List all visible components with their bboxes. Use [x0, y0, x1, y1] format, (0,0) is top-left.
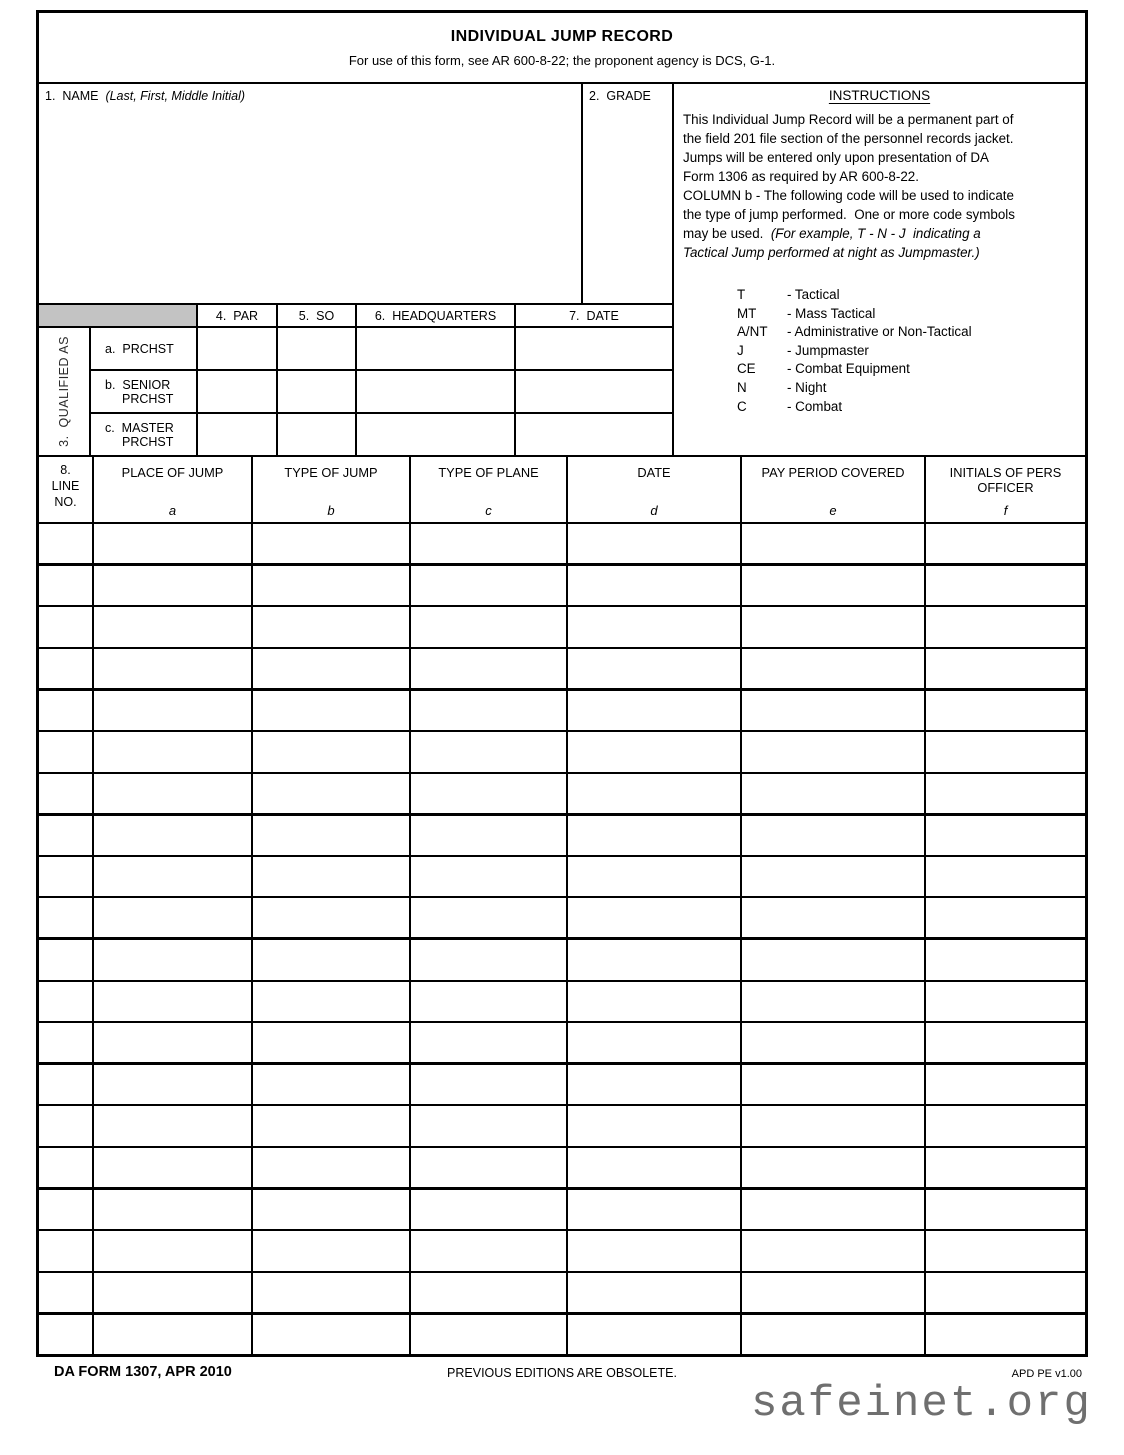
prchst-par-cell[interactable]: [197, 327, 277, 370]
qualified-corner-cell: [39, 304, 197, 327]
code: MT: [737, 305, 757, 321]
row-19-place-of-jump-cell[interactable]: [93, 1272, 252, 1314]
row-16-type-of-plane-cell[interactable]: [410, 1147, 567, 1189]
row-2-initials-of-pers-officer-cell[interactable]: [925, 565, 1085, 607]
name-label: [39, 84, 581, 103]
row-20-pay-period-covered-cell[interactable]: [741, 1313, 925, 1355]
col-letter: a: [168, 503, 177, 518]
table-row: [39, 981, 1085, 1023]
row-11-initials-of-pers-officer-cell[interactable]: [925, 939, 1085, 981]
row-13-type-of-plane-cell[interactable]: [410, 1022, 567, 1064]
instructions-line: Tactical Jump performed at night as Jumpmaster.): [683, 245, 980, 260]
row-label-line1: a. PRCHST: [105, 341, 174, 356]
name-label-text: 1. NAME: [45, 89, 106, 103]
row-2-date-cell[interactable]: [567, 565, 741, 607]
row-20-place-of-jump-cell[interactable]: [93, 1313, 252, 1355]
col-header-headquarters: 6. HEADQUARTERS: [356, 304, 515, 327]
table-row: [39, 648, 1085, 690]
col-title: PLACE OF JUMP: [121, 465, 224, 480]
col-title: INITIALS OF PERS OFFICER: [949, 465, 1062, 495]
prchst-so-cell[interactable]: [277, 327, 356, 370]
row-18-type-of-jump-cell[interactable]: [252, 1230, 410, 1272]
code-meaning: - Combat: [787, 398, 843, 414]
table-row: [39, 1230, 1085, 1272]
row-3-line-no-cell[interactable]: [39, 606, 93, 648]
row-7-pay-period-covered-cell[interactable]: [741, 773, 925, 815]
row-8-type-of-jump-cell[interactable]: [252, 814, 410, 856]
grade-field: [583, 84, 672, 303]
row-7-type-of-jump-cell[interactable]: [252, 773, 410, 815]
row-11-line-no-cell[interactable]: [39, 939, 93, 981]
table-row: [39, 1147, 1085, 1189]
row-16-line-no-cell[interactable]: [39, 1147, 93, 1189]
row-7-place-of-jump-cell[interactable]: [93, 773, 252, 815]
table-row: [39, 939, 1085, 981]
table-row: [39, 1064, 1085, 1106]
row-1-date-cell[interactable]: [567, 523, 741, 565]
da-form-1307: [36, 10, 1088, 1357]
row-18-date-cell[interactable]: [567, 1230, 741, 1272]
code: N: [737, 379, 747, 395]
row-19-pay-period-covered-cell[interactable]: [741, 1272, 925, 1314]
row-20-type-of-plane-cell[interactable]: [410, 1313, 567, 1355]
row-3-pay-period-covered-cell[interactable]: [741, 606, 925, 648]
row-5-initials-of-pers-officer-cell[interactable]: [925, 689, 1085, 731]
table-row: [39, 856, 1085, 898]
row-6-line-no-cell[interactable]: [39, 731, 93, 773]
row-4-initials-of-pers-officer-cell[interactable]: [925, 648, 1085, 690]
row-20-initials-of-pers-officer-cell[interactable]: [925, 1313, 1085, 1355]
row-13-initials-of-pers-officer-cell[interactable]: [925, 1022, 1085, 1064]
code-meaning: - Night: [787, 379, 827, 395]
row-8-pay-period-covered-cell[interactable]: [741, 814, 925, 856]
row-12-place-of-jump-cell[interactable]: [93, 981, 252, 1023]
master-prchst-par-cell[interactable]: [197, 413, 277, 456]
form-title-block: [39, 13, 1085, 84]
code: A/NT: [737, 324, 768, 340]
table-row: [39, 523, 1085, 565]
row-5-type-of-plane-cell[interactable]: [410, 689, 567, 731]
row-14-type-of-jump-cell[interactable]: [252, 1064, 410, 1106]
form-title: INDIVIDUAL JUMP RECORD: [450, 28, 674, 45]
table-row: [39, 773, 1085, 815]
row-8-type-of-plane-cell[interactable]: [410, 814, 567, 856]
jump-record-table: [39, 455, 1085, 1355]
jump-code-combat: [737, 398, 1085, 417]
row-2-place-of-jump-cell[interactable]: [93, 565, 252, 607]
row-label-line2: PRCHST: [122, 435, 174, 449]
row-label-master-prchst: [90, 413, 197, 456]
col-letter: c: [485, 503, 492, 518]
master-prchst-so-cell[interactable]: [277, 413, 356, 456]
row-5-pay-period-covered-cell[interactable]: [741, 689, 925, 731]
row-13-type-of-jump-cell[interactable]: [252, 1022, 410, 1064]
col-title: DATE: [637, 465, 671, 480]
row-9-line-no-cell[interactable]: [39, 856, 93, 898]
row-2-pay-period-covered-cell[interactable]: [741, 565, 925, 607]
row-18-place-of-jump-cell[interactable]: [93, 1230, 252, 1272]
col-header-place-of-jump: [93, 456, 252, 523]
master-prchst-date-cell[interactable]: [515, 413, 672, 456]
qualified-as-table: [39, 303, 672, 457]
row-2-type-of-plane-cell[interactable]: [410, 565, 567, 607]
row-4-line-no-cell[interactable]: [39, 648, 93, 690]
row-3-date-cell[interactable]: [567, 606, 741, 648]
row-5-type-of-jump-cell[interactable]: [252, 689, 410, 731]
row-15-initials-of-pers-officer-cell[interactable]: [925, 1105, 1085, 1147]
col-header-par: 4. PAR: [197, 304, 277, 327]
row-15-place-of-jump-cell[interactable]: [93, 1105, 252, 1147]
row-14-type-of-plane-cell[interactable]: [410, 1064, 567, 1106]
qualified-as-vertical-label: 3. QUALIFIED AS: [57, 336, 71, 447]
senior-prchst-par-cell[interactable]: [197, 370, 277, 413]
row-1-line-no-cell[interactable]: [39, 523, 93, 565]
name-field: [39, 84, 583, 303]
row-1-type-of-jump-cell[interactable]: [252, 523, 410, 565]
row-11-pay-period-covered-cell[interactable]: [741, 939, 925, 981]
row-7-date-cell[interactable]: [567, 773, 741, 815]
instructions-line: the field 201 file section of the personnel records jacket.: [683, 131, 1014, 146]
prchst-headquarters-cell[interactable]: [356, 327, 515, 370]
row-5-place-of-jump-cell[interactable]: [93, 689, 252, 731]
jump-code-tactical: [737, 286, 1085, 305]
row-8-date-cell[interactable]: [567, 814, 741, 856]
row-15-line-no-cell[interactable]: [39, 1105, 93, 1147]
row-11-date-cell[interactable]: [567, 939, 741, 981]
row-6-place-of-jump-cell[interactable]: [93, 731, 252, 773]
row-6-initials-of-pers-officer-cell[interactable]: [925, 731, 1085, 773]
row-3-initials-of-pers-officer-cell[interactable]: [925, 606, 1085, 648]
col-header-date: 7. DATE: [515, 304, 672, 327]
instructions-line: the type of jump performed. One or more code symbols: [683, 207, 1015, 222]
grade-label: 2. GRADE: [589, 89, 651, 103]
row-19-type-of-jump-cell[interactable]: [252, 1272, 410, 1314]
table-row: [39, 606, 1085, 648]
row-17-initials-of-pers-officer-cell[interactable]: [925, 1189, 1085, 1231]
row-label-line2: PRCHST: [122, 391, 174, 406]
col-letter: d: [650, 503, 658, 518]
row-18-pay-period-covered-cell[interactable]: [741, 1230, 925, 1272]
senior-prchst-date-cell[interactable]: [515, 370, 672, 413]
row-13-pay-period-covered-cell[interactable]: [741, 1022, 925, 1064]
row-label-prchst: [90, 327, 197, 370]
row-14-pay-period-covered-cell[interactable]: [741, 1064, 925, 1106]
row-17-line-no-cell[interactable]: [39, 1189, 93, 1231]
col-header-date: [567, 456, 741, 523]
jump-code-mass-tactical: [737, 305, 1085, 324]
apd-version: APD PE v1.00: [1011, 1368, 1082, 1380]
row-10-initials-of-pers-officer-cell[interactable]: [925, 897, 1085, 939]
row-16-initials-of-pers-officer-cell[interactable]: [925, 1147, 1085, 1189]
table-row: [39, 1022, 1085, 1064]
row-17-type-of-plane-cell[interactable]: [410, 1189, 567, 1231]
row-label-senior-prchst: [90, 370, 197, 413]
row-15-date-cell[interactable]: [567, 1105, 741, 1147]
row-12-type-of-plane-cell[interactable]: [410, 981, 567, 1023]
row-12-pay-period-covered-cell[interactable]: [741, 981, 925, 1023]
row-1-type-of-plane-cell[interactable]: [410, 523, 567, 565]
row-6-type-of-jump-cell[interactable]: [252, 731, 410, 773]
table-row: [39, 1105, 1085, 1147]
col-title: TYPE OF JUMP: [284, 465, 378, 480]
table-row: [39, 731, 1085, 773]
row-17-place-of-jump-cell[interactable]: [93, 1189, 252, 1231]
code: CE: [737, 361, 756, 377]
row-14-date-cell[interactable]: [567, 1064, 741, 1106]
row-14-initials-of-pers-officer-cell[interactable]: [925, 1064, 1085, 1106]
col-header-type-of-jump: [252, 456, 410, 523]
row-7-line-no-cell[interactable]: [39, 773, 93, 815]
master-prchst-headquarters-cell[interactable]: [356, 413, 515, 456]
row-12-date-cell[interactable]: [567, 981, 741, 1023]
row-18-initials-of-pers-officer-cell[interactable]: [925, 1230, 1085, 1272]
col-title: PAY PERIOD COVERED: [761, 465, 905, 480]
row-18-line-no-cell[interactable]: [39, 1230, 93, 1272]
row-6-pay-period-covered-cell[interactable]: [741, 731, 925, 773]
row-8-initials-of-pers-officer-cell[interactable]: [925, 814, 1085, 856]
row-8-line-no-cell[interactable]: [39, 814, 93, 856]
col-letter: e: [829, 503, 837, 518]
jump-code-legend: [737, 286, 1085, 416]
row-9-pay-period-covered-cell[interactable]: [741, 856, 925, 898]
row-19-line-no-cell[interactable]: [39, 1272, 93, 1314]
instructions-line: Form 1306 as required by AR 600-8-22.: [683, 169, 919, 184]
row-1-place-of-jump-cell[interactable]: [93, 523, 252, 565]
col-header-line-no: [39, 456, 93, 523]
row-10-pay-period-covered-cell[interactable]: [741, 897, 925, 939]
row-20-line-no-cell[interactable]: [39, 1313, 93, 1355]
row-14-place-of-jump-cell[interactable]: [93, 1064, 252, 1106]
jump-code-combat-equipment: [737, 360, 1085, 379]
row-10-type-of-plane-cell[interactable]: [410, 897, 567, 939]
row-1-initials-of-pers-officer-cell[interactable]: [925, 523, 1085, 565]
row-18-type-of-plane-cell[interactable]: [410, 1230, 567, 1272]
row-11-type-of-jump-cell[interactable]: [252, 939, 410, 981]
row-9-type-of-jump-cell[interactable]: [252, 856, 410, 898]
line-no-header-line: LINE: [51, 479, 80, 493]
prchst-date-cell[interactable]: [515, 327, 672, 370]
row-4-date-cell[interactable]: [567, 648, 741, 690]
row-label-line1: b. SENIOR: [105, 377, 171, 392]
row-10-line-no-cell[interactable]: [39, 897, 93, 939]
jump-code-night: [737, 379, 1085, 398]
row-9-place-of-jump-cell[interactable]: [93, 856, 252, 898]
code: C: [737, 398, 747, 414]
row-3-type-of-plane-cell[interactable]: [410, 606, 567, 648]
row-3-place-of-jump-cell[interactable]: [93, 606, 252, 648]
row-14-line-no-cell[interactable]: [39, 1064, 93, 1106]
row-2-line-no-cell[interactable]: [39, 565, 93, 607]
line-no-header-line: 8.: [60, 463, 71, 477]
row-9-initials-of-pers-officer-cell[interactable]: [925, 856, 1085, 898]
jump-code-admin: [737, 323, 1085, 342]
table-row: [39, 1313, 1085, 1355]
row-4-place-of-jump-cell[interactable]: [93, 648, 252, 690]
code: J: [737, 342, 744, 358]
senior-prchst-headquarters-cell[interactable]: [356, 370, 515, 413]
row-4-pay-period-covered-cell[interactable]: [741, 648, 925, 690]
col-header-type-of-plane: [410, 456, 567, 523]
row-13-date-cell[interactable]: [567, 1022, 741, 1064]
row-8-place-of-jump-cell[interactable]: [93, 814, 252, 856]
row-20-date-cell[interactable]: [567, 1313, 741, 1355]
qualified-as-section-label-cell: [39, 327, 90, 456]
col-title: TYPE OF PLANE: [438, 465, 539, 480]
row-7-type-of-plane-cell[interactable]: [410, 773, 567, 815]
instructions-line: COLUMN b - The following code will be used to indicate: [683, 188, 1014, 203]
jump-code-jumpmaster: [737, 342, 1085, 361]
col-header-so: 5. SO: [277, 304, 356, 327]
row-1-pay-period-covered-cell[interactable]: [741, 523, 925, 565]
table-row: [39, 1272, 1085, 1314]
row-11-place-of-jump-cell[interactable]: [93, 939, 252, 981]
instructions-heading: [674, 88, 1085, 103]
row-15-type-of-plane-cell[interactable]: [410, 1105, 567, 1147]
row-4-type-of-plane-cell[interactable]: [410, 648, 567, 690]
col-letter: b: [327, 503, 335, 518]
row-4-type-of-jump-cell[interactable]: [252, 648, 410, 690]
row-12-initials-of-pers-officer-cell[interactable]: [925, 981, 1085, 1023]
form-number: DA FORM 1307, APR 2010: [54, 1364, 232, 1380]
row-16-pay-period-covered-cell[interactable]: [741, 1147, 925, 1189]
instructions-line: may be used. (For example, T - N - J indicating a: [683, 226, 981, 241]
code-meaning: - Jumpmaster: [787, 342, 869, 358]
row-2-type-of-jump-cell[interactable]: [252, 565, 410, 607]
row-16-place-of-jump-cell[interactable]: [93, 1147, 252, 1189]
instructions-heading-text: INSTRUCTIONS: [828, 88, 931, 103]
row-17-type-of-jump-cell[interactable]: [252, 1189, 410, 1231]
row-15-type-of-jump-cell[interactable]: [252, 1105, 410, 1147]
row-19-type-of-plane-cell[interactable]: [410, 1272, 567, 1314]
row-3-type-of-jump-cell[interactable]: [252, 606, 410, 648]
table-row: [39, 689, 1085, 731]
col-header-pay-period-covered: [741, 456, 925, 523]
row-19-date-cell[interactable]: [567, 1272, 741, 1314]
previous-editions-note: PREVIOUS EDITIONS ARE OBSOLETE.: [447, 1366, 677, 1380]
grade-input-area[interactable]: [583, 108, 672, 303]
row-12-type-of-jump-cell[interactable]: [252, 981, 410, 1023]
row-6-date-cell[interactable]: [567, 731, 741, 773]
instructions-line: Jumps will be entered only upon presentation of DA: [683, 150, 989, 165]
name-hint: (Last, First, Middle Initial): [105, 89, 246, 103]
code: T: [737, 287, 746, 302]
col-header-initials-of-pers-officer: [925, 456, 1085, 523]
code-meaning: - Administrative or Non-Tactical: [787, 324, 972, 340]
code-meaning: - Mass Tactical: [787, 305, 876, 321]
row-11-type-of-plane-cell[interactable]: [410, 939, 567, 981]
row-10-type-of-jump-cell[interactable]: [252, 897, 410, 939]
code-meaning: - Combat Equipment: [787, 361, 910, 377]
row-9-date-cell[interactable]: [567, 856, 741, 898]
row-17-date-cell[interactable]: [567, 1189, 741, 1231]
name-input-area[interactable]: [39, 108, 581, 303]
row-16-type-of-jump-cell[interactable]: [252, 1147, 410, 1189]
row-7-initials-of-pers-officer-cell[interactable]: [925, 773, 1085, 815]
col-letter: f: [1003, 503, 1008, 518]
table-row: [39, 1189, 1085, 1231]
row-13-line-no-cell[interactable]: [39, 1022, 93, 1064]
row-10-date-cell[interactable]: [567, 897, 741, 939]
row-6-type-of-plane-cell[interactable]: [410, 731, 567, 773]
row-17-pay-period-covered-cell[interactable]: [741, 1189, 925, 1231]
instructions-panel: [674, 84, 1085, 455]
line-no-header-line: NO.: [54, 495, 77, 509]
table-row: [39, 565, 1085, 607]
row-10-place-of-jump-cell[interactable]: [93, 897, 252, 939]
row-16-date-cell[interactable]: [567, 1147, 741, 1189]
instructions-line: This Individual Jump Record will be a permanent part of: [683, 112, 1014, 127]
row-15-pay-period-covered-cell[interactable]: [741, 1105, 925, 1147]
table-row: [39, 814, 1085, 856]
row-label-line1: c. MASTER: [105, 421, 174, 435]
senior-prchst-so-cell[interactable]: [277, 370, 356, 413]
row-5-date-cell[interactable]: [567, 689, 741, 731]
instructions-body: [683, 110, 1079, 262]
row-19-initials-of-pers-officer-cell[interactable]: [925, 1272, 1085, 1314]
watermark: safeinet.org: [751, 1379, 1092, 1429]
row-9-type-of-plane-cell[interactable]: [410, 856, 567, 898]
table-row: [39, 897, 1085, 939]
row-13-place-of-jump-cell[interactable]: [93, 1022, 252, 1064]
form-subtitle: For use of this form, see AR 600-8-22; the proponent agency is DCS, G-1.: [348, 53, 776, 68]
code-meaning: - Tactical: [787, 287, 840, 302]
row-20-type-of-jump-cell[interactable]: [252, 1313, 410, 1355]
row-12-line-no-cell[interactable]: [39, 981, 93, 1023]
row-5-line-no-cell[interactable]: [39, 689, 93, 731]
